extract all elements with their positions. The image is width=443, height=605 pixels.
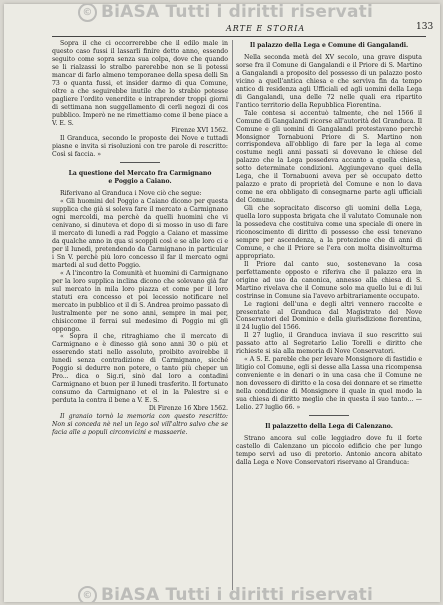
- paragraph: « A S. E. pareble che per levare Monsignore di fastidio e litigio col Comune, egli si desse alla Lassa una ricompensa conveniente e in denari o in una casa che il Comune ne non dovessero di diritto e la cosa dei donnare et se rimette nella condizione di Monsignore il quale in quel modo la sua chiesa di diritto meglio che in questa il suo tanto... — Lelio. 27 luglio 66. »: [236, 356, 422, 411]
- paragraph: Tale contesa si accentuò talmente, che nel 1566 il Comune di Gangalandi ricorse all'autorità del Granduca. Il Comune e gli uomini di Gangalandi protestavano perchè Monsignor Tornabuoni Priore di S. Martino non corrispondeva all'obbligo di fare per la lega al come costume negli anni passati si dovevano le chiese del palazzo che la Lega possedeva accanto a quella chiesa, sotto determinate condizioni. Aggiungevano quei della Lega, che il Tornabuoni aveva per sè occupato detto palazzo e prato di proprietà del Comune e non lo dava come ne era obbligato di consegnarne parte agli ufficiali del Comune.: [236, 109, 422, 205]
- paragraph: Le ragioni dell'una e degli altri vennero raccolte e presentate al Granduca dal Magistrato del Nove Conservatori del Dominio e della giurisdizione fiorentina, il 24 luglio del 1566.: [236, 300, 422, 332]
- section-title-line: La questione del Mercato fra Carmignano: [68, 170, 212, 178]
- header-rule: [52, 36, 426, 37]
- paragraph: Strano ancora sul colle leggiadro dove fu il forte castello di Calenzano un piccolo edificio che per lungo tempo servì ad uso di pretorio. Antonio ancora abitato dalla Lega e Nove Conservatori riservano al Granduca:: [236, 434, 422, 466]
- paragraph: Il Priore dal canto suo, sostenevano la cosa perfettamente opposto e riferiva che il palazzo era in origine ad uso da canonica, annesso alla chiesa di S. Martino rivelava che il Comune solo ma quello lui e di lui costrinse in Comune sia l'avevo arbitrariamente occupato.: [236, 260, 422, 300]
- paragraph: Riferivano al Granduca i Nove ciò che segue:: [60, 190, 202, 198]
- document-page: [4, 4, 440, 602]
- watermark-bottom: [4, 585, 440, 602]
- running-head: ARTE E STORIA: [226, 24, 306, 33]
- paragraph: Il Granduca, secondo le proposte dei Nove e tuttadi piasne e invita si risoluzioni con tre parole di rescritto: Così si faccia. »: [52, 135, 228, 159]
- paragraph: Gli che sopracitato discorso gli uomini della Lega, quella loro supposta brigata che il valutato Comunale non la possedeva che costituiva come una speciale di onere in riconoscimento di diritto di possesso che essi tenevano sempre per ascendenza, a la protezione che di anni di Comune, e che il Priore se l'era con molta disinvolturma appropriato.: [236, 205, 422, 260]
- section-title: [52, 170, 228, 186]
- date-line: Di Firenze 16 Xbre 1562.: [148, 405, 228, 413]
- section-title: Il palazzo della Lega e Comune di Gangalandi.: [249, 42, 409, 49]
- section-title: Il palazzetto della Lega di Calenzano.: [265, 422, 393, 430]
- date-line: Firenze XVI 1562.: [171, 127, 228, 135]
- paragraph: Sopra il che ci occorrerebbe che il edilo male in questo caso fussi il lassarli finire detto anno, essendo seguito come sopra senza sua colpa, dove che quando se li rialzassi lo stralbo parerebbe non se li potessi mancar di farlo almeno temporanee della spesa delli Sn 73 o quanta fussi, et insider darmo di qua Comune, oltre a che seguirebbe inutile che lo strabio potesse pagliere l'ordito venerdite e intraprender troppi giorni di settimana non suggellamento di cerli negozi di cos pubblico. Imperò ne ne rimettiamo come il bene piace a V. E. S.: [52, 40, 228, 127]
- copyright-icon: ©: [78, 4, 97, 22]
- page-number: 133: [416, 22, 434, 32]
- divider: [120, 162, 160, 163]
- watermark-top-text: BiASA Tutti i diritti riservati: [101, 4, 373, 22]
- watermark-bottom-text: BiASA Tutti i diritti riservati: [101, 585, 373, 602]
- right-column: [236, 40, 422, 592]
- left-column: [52, 40, 228, 592]
- paragraph: Il 27 luglio, il Granduca inviava il suo rescritto sui passato atto al Segretario Lelio Torelli e diritto che richieste si sia alla memoria di Nove Conservatori.: [236, 332, 422, 356]
- column-divider: [232, 40, 233, 590]
- watermark-top: [4, 4, 440, 22]
- section-title-line: e Poggio a Caiano.: [108, 178, 172, 186]
- paragraph: Il granaio tornò la memoria con questo rescritto: Non si conceda nè nel un lego sol vill'altro salvo che se facia alle a populi circonvicini e massaerie.: [52, 412, 228, 436]
- copyright-icon: ©: [78, 586, 97, 603]
- paragraph: « A l'incontro la Comunità et huomini di Carmignano per la loro supplica inclina dicono che solevano già far sul mercato in mila loro piazza et come per il loro statuti era concesso et poi lecessio notificare nel mercato in pubblico et il di S. Andrea proimo passato dì lustralmente per ne sono anni, sempre in mai per, chisiccome il ferrai sul medesimo di Poggio mi gli oppongo.: [52, 269, 228, 333]
- paragraph: Nella seconda metà del XV secolo, una grave disputa sorse fra il Comune di Gangalandi e il Priore di S. Martino a Gangalandi a proposito del possesso di un palazzo posto vicino a quell'antica chiesa e che serviva fin da tempo antico di residenza agli Ufficiali ed agli uomini della Lega di Gangalandi, una delle 72 nelle quali era ripartito l'antico territorio della Repubblica Fiorentina.: [236, 54, 422, 109]
- divider: [309, 415, 349, 416]
- paragraph: « Gli huomini del Poggio a Caiano dicono per questa supplica che già si soleva fare il mercato a Carmignano ogni mercoldi, ma perchè da quelli huomini che vi cenivano, si dinuteva et dopo di si mosso in uso di fare il mercato di lunedi a rad Poggio a Caiano et massime da qualche anno in qua si scoppli così e se alle loro ci e per il lunedi, pretendendo da Carmignano in particular i Sn V. perchè più loro concesso il far il mercato ogni martedi al sud detto Poggio.: [52, 198, 228, 269]
- paragraph: « Sopra il che, ritraghiamo che il mercato di Carmignano e è dinesso già sono anni 30 o più et esserendo stati nello assoluto, proibito avoirebbe il lunedi senza contradizione di Carmignano, sicché Poggio si dedurre non potere, o tanto più cheper un Pro... dica o Sig.ri, sinò dal loro a contadini Carmignano et buon per il lunedi trasferito. Il fortunato consumo da Carmignano et el in la Palestre si e perduta la contra il bene a V. E. S.: [52, 333, 228, 405]
